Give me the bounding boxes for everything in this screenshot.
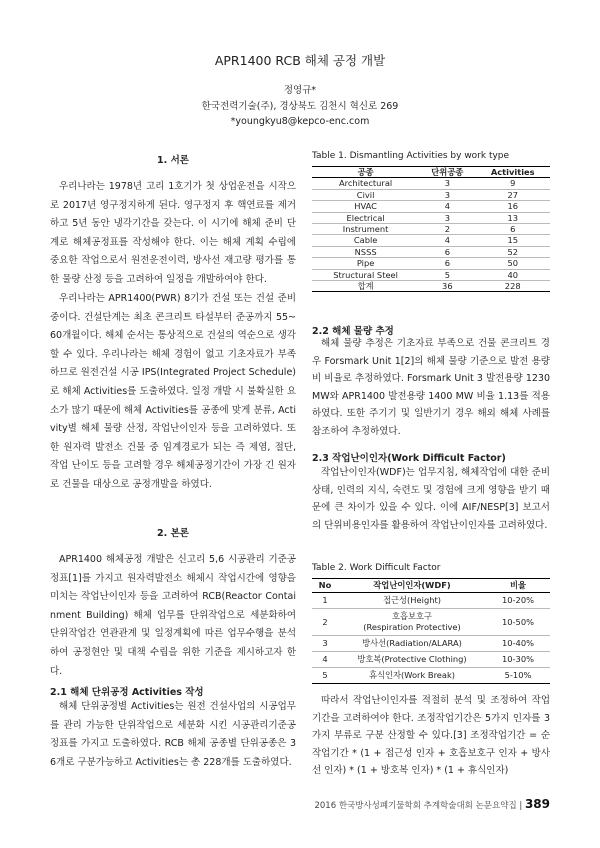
table-cell: 3 (419, 189, 475, 200)
table-cell: 52 (475, 246, 550, 257)
section-2-2-paragraph: 해체 물량 추정은 기초자료 부족으로 건물 콘크리트 경우 Forsmark Unit 1[2]의 해체 물량 기준으로 발전 용량비 비율로 추정하였다. Forsmark Unit 3 발전용량 1230 MW와 APR1400 발전용량 1400 MW 비율 1.13를 적용하였다. 또한 주기기 및 일반기기 경우 해외 해체 사례를 참조하여 추정하였다. (312, 338, 550, 437)
table-row (312, 246, 550, 257)
section-2-2-heading: 2.2 해체 물량 추정 (312, 326, 394, 337)
table-cell: Instrument (312, 224, 419, 235)
table-header-row (312, 579, 550, 593)
table-cell: 접근성(Height) (338, 593, 486, 609)
table-cell: 방호복(Protective Clothing) (338, 652, 486, 668)
table-row (312, 258, 550, 269)
section-1-paragraph-2: 우리나라는 APR1400(PWR) 8기가 건설 또는 건설 준비 중이다. 건설단계는 최초 콘크리트 타설부터 준공까지 55~60개월이다. 해체 순서는 통상적으로 건설의 역순으로 생각할 수 있다. 우리나라는 해체 경험이 없고 기초자료가 부족하므로 원전건설 시공 IPS(Integrated Project Schedule)로 해체 Activities를 도출하였다. 일정 개발 시 불확실한 요소가 많기 때문에 해체 Activities를 공종에 맞게 분류, Activity별 해체 물량 산정, 작업난이인자 등을 고려하였다. 또한 원자력 발전소 건물 중 임계경로가 되는 즉 제염, 절단, 작업 난이도 등을 고려할 경우 해체공정기간이 가장 긴 원자로 건물을 대상으로 공정개발을 하였다. (50, 293, 296, 490)
table-cell: NSSS (312, 246, 419, 257)
table-cell: HVAC (312, 201, 419, 212)
section-2-1-heading: 2.1 해체 단위공정 Activities 작성 (50, 687, 204, 698)
table-cell: 휴식인자(Work Break) (368, 670, 456, 680)
table-cell: 2 (312, 609, 338, 636)
table-row (312, 178, 550, 189)
section-1-paragraph-1: 우리나라는 1978년 고리 1호기가 첫 상업운전을 시작으로 2017년 영구정지하게 된다. 영구정지 후 핵연료를 제거하고 5년 동안 냉각기간을 갖는다. 이 시기에 해체 준비 단계로 해체공정표를 작성해야 한다. 이는 해체 계획 수립에 중요한 작업으로서 원전운전이력, 방사선 재고량 평가를 통한 물량 산정 등을 고려하여 일정을 개발하여야 한다. (50, 181, 296, 285)
paper-title: APR1400 RCB 해체 공정 개발 (214, 53, 386, 68)
page-footer (314, 797, 550, 811)
section-2-3-paragraph-2: 따라서 작업난이인자를 적절히 분석 및 조정하여 작업기간을 고려하여야 한다. 조정작업기간은 5가지 인자를 3가지 부류로 구분 산정할 수 있다.[3] 조정작업기간 = 순작업기간 * (1 + 접근성 인자 + 호흡보호구 인자 + 방사선 인자) * (1 + 방호복 인자) * (1 + 휴식인자) (312, 695, 550, 776)
table-cell: 15 (475, 235, 550, 246)
table-cell: 10-30% (486, 652, 550, 668)
table-cell: 5 (322, 670, 328, 680)
author: 정영규* (283, 85, 317, 96)
table-cell: Civil (312, 189, 419, 200)
page-number: 389 (524, 797, 550, 811)
table-row (312, 224, 550, 235)
table-cell: Architectural (312, 178, 419, 189)
table-cell: 6 (419, 258, 475, 269)
table-2-caption: Table 2. Work Difficult Factor (312, 563, 441, 573)
table-row (312, 189, 550, 200)
table-cell: 16 (475, 201, 550, 212)
table-row (312, 652, 550, 668)
table-cell: Pipe (312, 258, 419, 269)
section-2-heading: 2. 본론 (157, 528, 189, 539)
table-header-row (312, 167, 550, 178)
table-cell: 5-10% (504, 670, 532, 680)
table-cell: 27 (475, 189, 550, 200)
table-cell: 4 (419, 235, 475, 246)
table-cell-line: (Respiration Protective) (363, 622, 461, 632)
table-cell: Electrical (312, 212, 419, 223)
table-cell: 36 (442, 281, 453, 292)
section-1-heading: 1. 서론 (157, 155, 189, 166)
table-cell: 6 (419, 246, 475, 257)
table-row (312, 235, 550, 246)
table-cell: Cable (312, 235, 419, 246)
table-row (312, 636, 550, 652)
table-1-caption: Table 1. Dismantling Activities by work type (312, 151, 510, 161)
table-cell: 1 (312, 593, 338, 609)
column-header: No (312, 579, 338, 593)
table-row (312, 212, 550, 223)
table-cell: 10-40% (486, 636, 550, 652)
column-header: 비율 (486, 579, 550, 593)
affiliation: 한국전력기술(주), 경상북도 김천시 혁신로 269 (201, 101, 399, 112)
table-cell: 3 (419, 178, 475, 189)
table-cell: 10-20% (486, 593, 550, 609)
section-2-1-paragraph: 해체 단위공정별 Activities는 원전 건설사업의 시공업무를 관리 가능한 단위작업으로 세분화 시킨 시공관리기준공정표를 가지고 도출하였다. RCB 해체 공종별 단위공종은 36개로 구분가능하고 Activities는 총 228개를 도출하였다. (50, 701, 296, 768)
table-row (312, 269, 550, 280)
table-cell: 40 (475, 269, 550, 280)
table-cell: 4 (312, 652, 338, 668)
table-cell: 3 (419, 212, 475, 223)
table-cell (338, 609, 486, 636)
table-cell: 방사선(Radiation/ALARA) (338, 636, 486, 652)
table-cell: 50 (475, 258, 550, 269)
footer-text: 2016 한국방사성폐기물학회 추계학술대회 논문요약집 | (314, 801, 523, 811)
column-header: 단위공종 (419, 167, 475, 178)
dismantling-activities-table (312, 166, 550, 292)
table-cell-line: 호흡보호구 (391, 611, 433, 621)
column-header: 공종 (312, 167, 419, 178)
column-header: Activities (475, 167, 550, 178)
table-cell: 2 (419, 224, 475, 235)
table-cell: 4 (419, 201, 475, 212)
work-difficult-factor-table (312, 578, 550, 684)
table-row (312, 668, 550, 684)
author-email: *youngkyu8@kepco-enc.com (230, 116, 370, 127)
table-cell: 9 (475, 178, 550, 189)
table-cell: 228 (504, 281, 521, 292)
table-row (312, 609, 550, 636)
table-cell: 10-50% (486, 609, 550, 636)
table-total-row (312, 281, 550, 292)
table-cell: 13 (475, 212, 550, 223)
section-2-3-paragraph-1: 작업난이인자(WDF)는 업무지침, 해체작업에 대한 준비상태, 인력의 지식, 숙련도 및 경험에 크게 영향을 받기 때문에 큰 차이가 있을 수 있다. 이에 AIF/NESP[3] 보고서의 단위비용인자를 활용하여 작업난이인자를 고려하였다. (312, 467, 550, 531)
section-2-3-heading: 2.3 작업난이인자(Work Difficult Factor) (312, 453, 506, 464)
table-cell: 합계 (357, 281, 374, 292)
table-cell: 6 (475, 224, 550, 235)
table-cell: 3 (312, 636, 338, 652)
table-row (312, 593, 550, 609)
section-2-paragraph-1: APR1400 해체공정 개발은 신고리 5,6 시공관리 기준공정표[1]를 가지고 원자력발전소 해체시 작업시간에 영향을 미치는 작업난이인자 등을 고려하여 RCB(Reactor Containment Building) 해체 업무를 단위작업으로 세분화하여 단위작업간 연관관계 및 일정계획에 따른 업무수행을 분석하여 공정현안 및 대책 수립을 위한 기준을 제시하고자 한다. (50, 554, 296, 677)
column-header: 작업난이인자(WDF) (338, 579, 486, 593)
table-cell: Structural Steel (312, 269, 419, 280)
table-cell: 5 (419, 269, 475, 280)
table-row (312, 201, 550, 212)
